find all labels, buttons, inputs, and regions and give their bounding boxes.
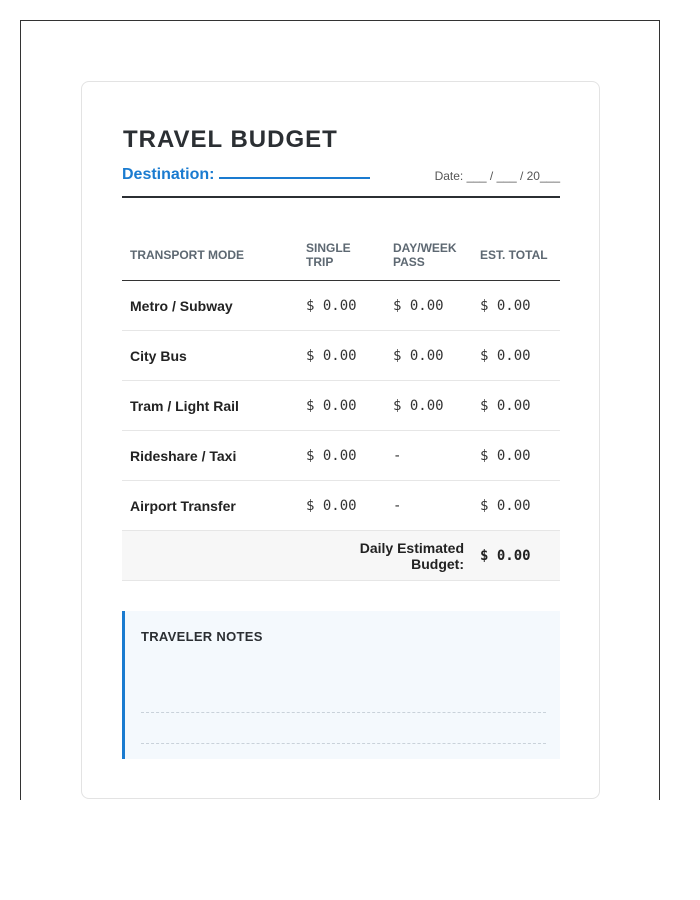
transport-mode-cell: Tram / Light Rail bbox=[122, 381, 298, 431]
est-total-cell[interactable]: $ 0.00 bbox=[472, 381, 560, 431]
daily-budget-value[interactable]: $ 0.00 bbox=[472, 531, 560, 581]
table-row bbox=[122, 381, 560, 431]
est-total-cell[interactable]: $ 0.00 bbox=[472, 331, 560, 381]
table-row bbox=[122, 281, 560, 331]
est-total-cell[interactable]: $ 0.00 bbox=[472, 481, 560, 531]
table-row bbox=[122, 481, 560, 531]
pass-cell[interactable]: $ 0.00 bbox=[385, 281, 472, 331]
single-trip-cell[interactable]: $ 0.00 bbox=[298, 331, 385, 381]
single-trip-cell[interactable]: $ 0.00 bbox=[298, 481, 385, 531]
est-total-cell[interactable]: $ 0.00 bbox=[472, 281, 560, 331]
transport-budget-table bbox=[122, 230, 560, 581]
single-trip-cell[interactable]: $ 0.00 bbox=[298, 281, 385, 331]
header-day-week-pass: DAY/WEEK PASS bbox=[385, 230, 472, 281]
transport-mode-cell: Metro / Subway bbox=[122, 281, 298, 331]
header-single-trip: SINGLE TRIP bbox=[298, 230, 385, 281]
destination-label: Destination: bbox=[122, 166, 215, 183]
single-trip-cell[interactable]: $ 0.00 bbox=[298, 381, 385, 431]
transport-mode-cell: City Bus bbox=[122, 331, 298, 381]
traveler-notes-box[interactable] bbox=[122, 611, 560, 759]
header-transport-mode: TRANSPORT MODE bbox=[122, 230, 298, 281]
date-field[interactable]: Date: ___ / ___ / 20___ bbox=[434, 169, 560, 183]
pass-cell: - bbox=[385, 431, 472, 481]
single-trip-cell[interactable]: $ 0.00 bbox=[298, 431, 385, 481]
destination-field[interactable] bbox=[122, 163, 370, 184]
total-row bbox=[122, 531, 560, 581]
daily-budget-label: Daily Estimated Budget: bbox=[298, 531, 472, 581]
traveler-notes-title: TRAVELER NOTES bbox=[141, 629, 263, 644]
table-header-row bbox=[122, 230, 560, 281]
table-row bbox=[122, 331, 560, 381]
transport-mode-cell: Rideshare / Taxi bbox=[122, 431, 298, 481]
notes-line bbox=[141, 712, 546, 713]
table-row bbox=[122, 431, 560, 481]
est-total-cell[interactable]: $ 0.00 bbox=[472, 431, 560, 481]
pass-cell: - bbox=[385, 481, 472, 531]
header-est-total: EST. TOTAL bbox=[472, 230, 560, 281]
destination-blank-line[interactable] bbox=[219, 163, 370, 179]
pass-cell[interactable]: $ 0.00 bbox=[385, 381, 472, 431]
total-row-spacer bbox=[122, 531, 298, 581]
notes-line bbox=[141, 743, 546, 744]
page-title: TRAVEL BUDGET bbox=[123, 126, 338, 153]
header-divider bbox=[122, 196, 560, 198]
transport-mode-cell: Airport Transfer bbox=[122, 481, 298, 531]
pass-cell[interactable]: $ 0.00 bbox=[385, 331, 472, 381]
